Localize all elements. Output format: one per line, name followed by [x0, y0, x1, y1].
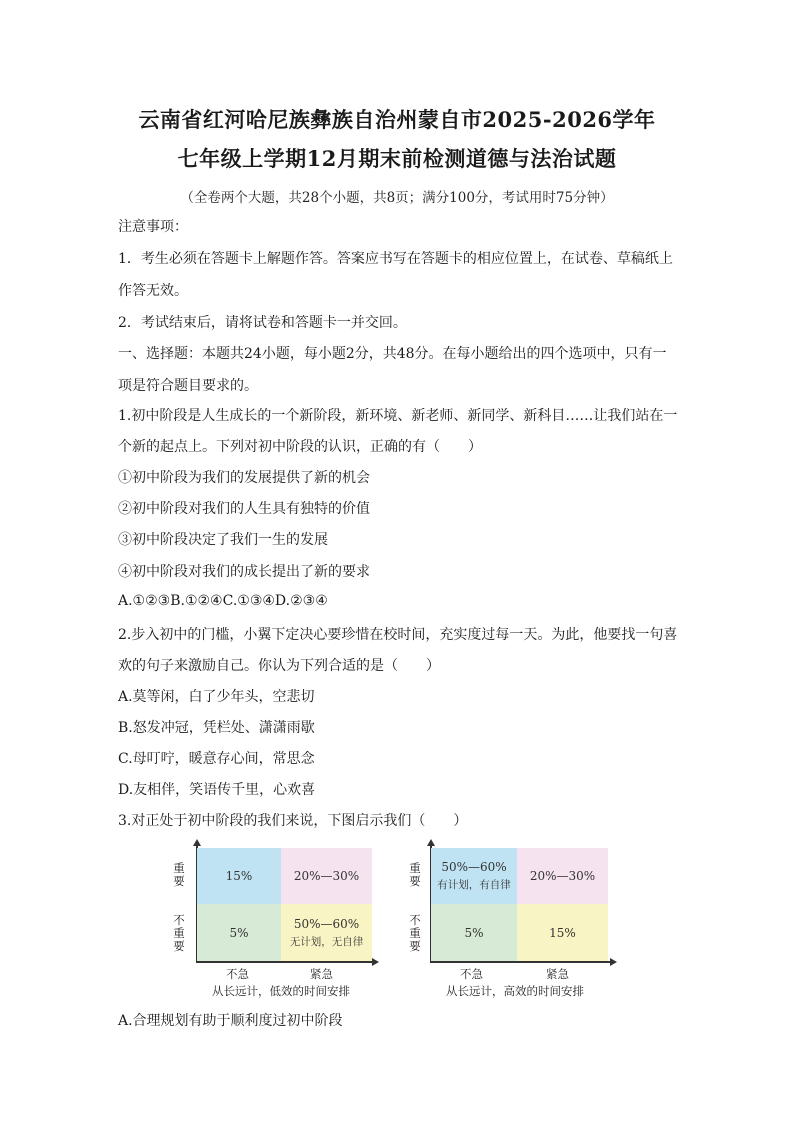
y-axis-arrow: [427, 839, 435, 846]
q3-stem: 3.对正处于初中阶段的我们来说，下图启示我们（ ）: [118, 813, 468, 829]
quadrant-value: 50%—60%: [441, 860, 507, 874]
q1-option-1: ①初中阶段为我们的发展提供了新的机会: [118, 470, 370, 486]
y-label-not-important: 不重要: [409, 913, 421, 953]
x-label-urgent: 紧急: [310, 967, 333, 981]
x-label-not-urgent: 不急: [226, 967, 249, 981]
x-label-not-urgent: 不急: [460, 967, 483, 981]
notes-heading: 注意事项：: [118, 219, 188, 235]
exam-title-line1: 云南省红河哈尼族彝族自治州蒙自市2025-2026学年: [138, 107, 656, 132]
quadrant-value: 50%—60%: [293, 916, 360, 931]
q2-option-a: A.莫等闲，白了少年头，空悲切: [118, 689, 315, 705]
q1-stem-line1: 1.初中阶段是人生成长的一个新阶段，新环境、新老师、新同学、新科目……让我们站在一: [118, 408, 678, 424]
quadrant-note: 有计划，有自律: [437, 879, 511, 891]
quadrant-not-important-not-urgent: [431, 904, 517, 961]
q1-option-4: ④初中阶段对我们的成长提出了新的要求: [118, 564, 370, 580]
quadrant-value: 20%—30%: [529, 869, 596, 883]
quadrant-important-urgent: [281, 848, 372, 904]
x-axis-arrow: [610, 958, 617, 966]
figure-caption: 从长远计，高效的时间安排: [446, 984, 584, 998]
q1-stem-line2: 个新的起点上。下列对初中阶段的认识，正确的有（ ）: [118, 439, 482, 455]
quadrant-note: 无计划，无自律: [289, 935, 364, 948]
q2-option-b: B.怒发冲冠，凭栏处、潇潇雨歇: [118, 720, 315, 736]
q1-choices: A.①②③B.①②④C.①③④D.②③④: [118, 593, 328, 609]
x-axis-arrow: [372, 958, 379, 966]
x-label-urgent: 紧急: [546, 967, 569, 981]
exam-title-line2: 七年级上学期12月期末前检测道德与法治试题: [177, 146, 617, 171]
q2-stem-line2: 欢的句子来激励自己。你认为下列合适的是（ ）: [118, 658, 440, 674]
quadrant-value: 5%: [464, 925, 484, 940]
quadrant-not-important-not-urgent: [197, 904, 281, 961]
quadrant-value: 15%: [549, 925, 576, 940]
quadrant-not-important-urgent: [517, 904, 608, 961]
time-matrix-high-efficiency: [406, 842, 618, 1002]
note-2: 2．考试结束后，请将试卷和答题卡一并交回。: [118, 315, 407, 331]
section1-line1: 一、选择题：本题共24小题，每小题2分，共48分。在每小题给出的四个选项中，只有一: [118, 346, 667, 362]
section1-line2: 项是符合题目要求的。: [118, 378, 258, 394]
q2-option-d: D.友相伴，笑语传千里，心欢喜: [118, 782, 316, 798]
y-axis-arrow: [193, 839, 201, 846]
x-axis: [430, 961, 612, 963]
quadrant-value: 5%: [229, 925, 249, 940]
y-label-important: 重要: [173, 861, 185, 888]
x-axis: [196, 961, 374, 963]
quadrant-important-urgent: [517, 848, 608, 904]
time-matrix-low-efficiency: [170, 842, 380, 1002]
quadrant-value: 15%: [225, 869, 253, 883]
exam-subtitle: （全卷两个大题，共28个小题，共8页；满分100分，考试用时75分钟）: [180, 190, 614, 206]
quadrant-important-not-urgent: [431, 848, 517, 904]
y-label-not-important: 不重要: [173, 913, 185, 953]
q1-option-3: ③初中阶段决定了我们一生的发展: [118, 532, 328, 548]
q2-option-c: C.母叮咛，暖意存心间，常思念: [118, 751, 315, 767]
quadrant-important-not-urgent: [197, 848, 281, 904]
q3-option-a: A.合理规划有助于顺利度过初中阶段: [118, 1013, 343, 1029]
note-1-line2: 作答无效。: [118, 283, 188, 299]
q1-option-2: ②初中阶段对我们的人生具有独特的价值: [118, 501, 370, 517]
y-label-important: 重要: [409, 861, 421, 888]
q2-stem-line1: 2.步入初中的门槛，小翼下定决心要珍惜在校时间，充实度过每一天。为此，他要找一句喜: [118, 627, 678, 643]
quadrant-value: 20%—30%: [293, 869, 360, 883]
figure-caption: 从长远计，低效的时间安排: [212, 984, 350, 998]
note-1-line1: 1．考生必须在答题卡上解题作答。答案应书写在答题卡的相应位置上，在试卷、草稿纸上: [118, 251, 673, 267]
quadrant-not-important-urgent: [281, 904, 372, 961]
